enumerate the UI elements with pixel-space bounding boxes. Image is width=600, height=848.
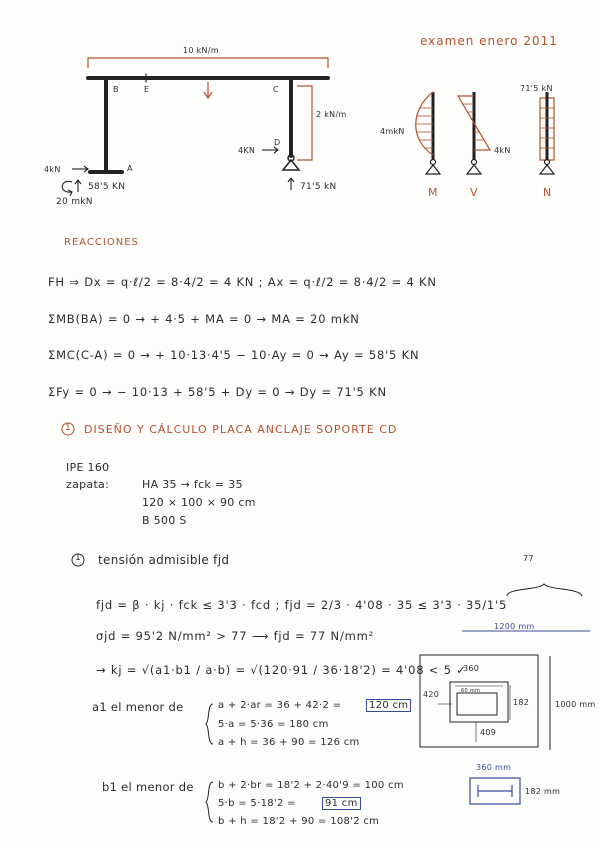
fjd-eq-2: σjd = 95'2 N/mm² > 77 ⟶ fjd = 77 N/mm² xyxy=(96,629,375,643)
reaction-a-label: 58'5 KN xyxy=(88,182,126,192)
moment-value-label: 4mkN xyxy=(380,127,405,136)
load-label-top: 10 kN/m xyxy=(183,46,219,55)
reaction-d-label: 71'5 kN xyxy=(300,182,337,192)
zapata-line-1: HA 35 → fck = 35 xyxy=(142,478,243,491)
exam-header: examen enero 2011 xyxy=(420,34,558,48)
dim-182-label: 182 xyxy=(513,698,530,707)
node-c: C xyxy=(273,85,279,94)
a1-line-2: 5·a = 5·36 = 180 cm xyxy=(218,719,329,730)
node-d: D xyxy=(274,138,281,147)
b1-line-2: 5·b = 5·18'2 = xyxy=(218,798,296,809)
plate-height-label: 1000 mm xyxy=(555,700,596,709)
reactions-heading: REACCIONES xyxy=(64,237,139,248)
force-d-label: 4KN xyxy=(238,146,256,155)
force-left-label: 4kN xyxy=(44,165,61,174)
plate-figure xyxy=(420,631,590,750)
b1-line-1: b + 2·br = 18'2 + 2·40'9 = 100 cm xyxy=(218,780,404,791)
inner-dim-label: 60 mm xyxy=(461,688,481,694)
b1-line-3: b + h = 18'2 + 90 = 108'2 cm xyxy=(218,816,380,827)
reaction-eq-2: ΣMB(BA) = 0 → + 4·5 + MA = 0 → MA = 20 mkN xyxy=(48,312,360,326)
note-77: 77 xyxy=(523,554,534,563)
section-number: 1 xyxy=(65,423,72,433)
plate-width-label: 1200 mm xyxy=(494,622,535,631)
subsection-number: 1 xyxy=(75,553,82,563)
small-plate xyxy=(470,778,520,804)
label-v: V xyxy=(470,186,478,199)
dim-360-label: 360 xyxy=(463,664,480,673)
reaction-eq-4: ΣFy = 0 → − 10·13 + 58'5 + Dy = 0 → Dy = 71'5 KN xyxy=(48,385,387,399)
dim-409-label: 409 xyxy=(480,728,497,737)
shear-value-label: 4kN xyxy=(494,146,511,155)
zapata-line-2: 120 × 100 × 90 cm xyxy=(142,496,256,509)
b1-label: b1 el menor de xyxy=(102,780,194,794)
a1-label: a1 el menor de xyxy=(92,700,184,714)
profile-label: IPE 160 xyxy=(66,461,110,474)
reaction-eq-1: FH ⇒ Dx = q·ℓ/2 = 8·4/2 = 4 KN ; Ax = q·ℓ/2 = 8·4/2 = 4 KN xyxy=(48,275,437,289)
dim-420-label: 420 xyxy=(423,690,440,699)
label-n: N xyxy=(543,186,552,199)
a1-line-3: a + h = 36 + 90 = 126 cm xyxy=(218,737,360,748)
small-plate-width: 360 mm xyxy=(476,763,512,772)
label-m: M xyxy=(428,186,438,199)
section-heading: DISEÑO Y CÁLCULO PLACA ANCLAJE SOPORTE CD xyxy=(84,423,398,436)
shear-diagram xyxy=(458,92,490,174)
zapata-line-3: B 500 S xyxy=(142,514,187,527)
axial-value-label: 71'5 kN xyxy=(520,84,553,93)
side-load-label: 2 kN/m xyxy=(316,110,347,119)
subsection-heading: tensión admisible fjd xyxy=(98,553,230,567)
node-e: E xyxy=(144,85,150,94)
node-b: B xyxy=(113,85,119,94)
moment-a-label: 20 mkN xyxy=(56,197,93,207)
moment-diagram xyxy=(416,92,440,174)
a1-result-box: 120 cm xyxy=(366,699,411,712)
b1-result-box: 91 cm xyxy=(322,797,361,810)
kj-eq: → kj = √(a1·b1 / a·b) = √(120·91 / 36·18'2) = 4'08 < 5 ✓ xyxy=(96,663,467,677)
a1-line-1: a + 2·ar = 36 + 42·2 = xyxy=(218,700,342,711)
node-a: A xyxy=(127,164,133,173)
axial-diagram xyxy=(540,92,554,174)
reaction-eq-3: ΣMC(C-A) = 0 → + 10·13·4'5 − 10·Ay = 0 → Ay = 58'5 KN xyxy=(48,348,420,362)
zapata-label: zapata: xyxy=(66,478,110,491)
small-plate-height: 182 mm xyxy=(525,787,561,796)
fjd-eq-1: fjd = β · kj · fck ≤ 3'3 · fcd ; fjd = 2/3 · 4'08 · 35 ≤ 3'3 · 35/1'5 xyxy=(96,598,508,612)
